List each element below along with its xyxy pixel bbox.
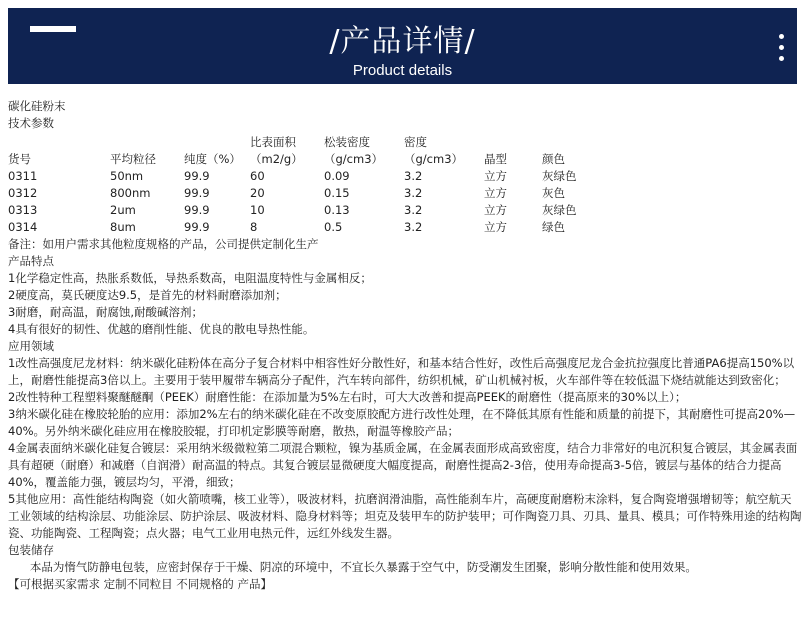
application-item: 4金属表面纳米碳化硅复合镀层：采用纳米级微粒第二项混合颗粒，镍为基质金属，在金属表面形成高致密度，结合力非常好的电沉积复合镀层，其金属表面具有超硬（耐磨）和减磨（自润滑）耐高温的特点。其复合镀层显微硬度大幅度提高，耐磨性提高2-3倍，使用寿命提高3-5倍，镀层与基体的结合力提高40%，覆盖能力强，镀层均匀，平滑，细致；: [8, 441, 798, 489]
col-header-crystal: 晶型: [484, 152, 507, 166]
spec-table-header: [8, 134, 602, 168]
cell-color: 灰绿色: [542, 203, 577, 217]
cell-density: 3.2: [404, 203, 423, 217]
cell-surface-area: 10: [250, 203, 265, 217]
spec-table: [8, 134, 602, 236]
table-row: [8, 202, 602, 219]
col-header-color: 颜色: [542, 152, 565, 166]
tech-params-title: 技术参数: [8, 116, 54, 130]
storage-title: 包装储存: [8, 543, 54, 557]
cell-sku: 0311: [8, 169, 38, 183]
storage-text: 本品为惰气防静电包装，应密封保存于干燥、阴凉的环境中，不宜长久暴露于空气中，防受潮发生团聚，影响分散性能和使用效果。: [8, 560, 697, 574]
cell-color: 灰绿色: [542, 169, 577, 183]
cell-crystal: 立方: [484, 220, 507, 234]
custom-note: 备注：如用户需求其他粒度规格的产品，公司提供定制化生产: [8, 237, 319, 251]
header-banner: [8, 8, 797, 84]
cell-bulk-density: 0.5: [324, 220, 343, 234]
col-header-bulk-density: 松装密度 （g/cm3）: [324, 135, 384, 166]
banner-subtitle: Product details: [352, 62, 453, 79]
col-header-surface-area: 比表面积 （m2/g）: [250, 135, 303, 166]
col-header-particle-size: 平均粒径: [110, 152, 156, 166]
cell-crystal: 立方: [484, 186, 507, 200]
cell-particle-size: 8um: [110, 220, 136, 234]
cell-crystal: 立方: [484, 203, 507, 217]
cell-bulk-density: 0.09: [324, 169, 350, 183]
cell-density: 3.2: [404, 186, 423, 200]
cell-density: 3.2: [404, 220, 423, 234]
features-title: 产品特点: [8, 254, 54, 268]
cell-particle-size: 2um: [110, 203, 136, 217]
application-item: 1改性高强度尼龙材料：纳米碳化硅粉体在高分子复合材料中相容性好分散性好，和基本结合性好，改性后高强度尼龙合金抗拉强度比普通PA6提高150%以上，耐磨性能提高3倍以上。主要用于装甲履带车辆高分子配件，汽车转向部件，纺织机械，矿山机械衬板，火车部件等在较低温下烧结就能达到致密化；: [8, 356, 795, 387]
cell-color: 灰色: [542, 186, 565, 200]
cell-purity: 99.9: [184, 169, 210, 183]
cell-purity: 99.9: [184, 220, 210, 234]
application-item: 5其他应用：高性能结构陶瓷（如火箭喷嘴，核工业等），吸波材料，抗磨润滑油脂，高性能刹车片，高硬度耐磨粉末涂料，复合陶瓷增强增韧等；航空航天工业领域的结构涂层、功能涂层、防护涂层、吸波材料、隐身材料等；坦克及装甲车的防护装甲；可作陶瓷刀具、刃具、量具、模具；可作特殊用途的结构陶瓷、功能陶瓷、工程陶瓷；点火器；电气工业用电热元件，远红外线发生器。: [8, 492, 802, 540]
cell-particle-size: 800nm: [110, 186, 151, 200]
cell-purity: 99.9: [184, 186, 210, 200]
cell-sku: 0313: [8, 203, 38, 217]
feature-item: 3耐磨，耐高温，耐腐蚀,耐酸碱溶剂；: [8, 305, 203, 319]
col-header-purity: 纯度（%）: [184, 152, 241, 166]
cell-crystal: 立方: [484, 169, 507, 183]
cell-bulk-density: 0.15: [324, 186, 350, 200]
table-row: [8, 168, 602, 185]
cell-color: 绿色: [542, 220, 565, 234]
table-row: [8, 185, 602, 202]
application-item: 3纳米碳化硅在橡胶轮胎的应用：添加2%左右的纳米碳化硅在不改变原胶配方进行改性处理，在不降低其原有性能和质量的前提下，其耐磨性可提高20%—40%。另外纳米碳化硅应用在橡胶胶辊，打印机定影膜等耐磨，散热，耐温等橡胶产品；: [8, 407, 796, 438]
col-header-sku: 货号: [8, 152, 31, 166]
feature-item: 4具有很好的韧性、优越的磨削性能、优良的散电导热性能。: [8, 322, 315, 336]
banner-title: /产品详情/: [329, 24, 476, 59]
cell-bulk-density: 0.13: [324, 203, 350, 217]
cell-surface-area: 20: [250, 186, 265, 200]
table-row: [8, 219, 602, 236]
applications-title: 应用领域: [8, 339, 54, 353]
cell-surface-area: 8: [250, 220, 258, 234]
cell-sku: 0314: [8, 220, 38, 234]
cell-sku: 0312: [8, 186, 38, 200]
cell-density: 3.2: [404, 169, 423, 183]
cell-particle-size: 50nm: [110, 169, 144, 183]
product-detail-content: [8, 98, 803, 593]
application-item: 2改性特种工程塑料聚醚醚酮（PEEK）耐磨性能：在添加量为5%左右时，可大大改善和提高PEEK的耐磨性（提高原来的30%以上）；: [8, 390, 687, 404]
feature-item: 2硬度高，莫氏硬度达9.5，是首先的材料耐磨添加剂；: [8, 288, 287, 302]
col-header-density: 密度 （g/cm3）: [404, 135, 464, 166]
product-name: 碳化硅粉末: [8, 99, 66, 113]
more-options-icon[interactable]: [779, 34, 787, 67]
footer-note: 【可根据买家需求 定制不同粒目 不同规格的 产品】: [8, 577, 272, 591]
cell-surface-area: 60: [250, 169, 265, 183]
cell-purity: 99.9: [184, 203, 210, 217]
feature-item: 1化学稳定性高，热胀系数低，导热系数高，电阻温度特性与金属相反；: [8, 271, 372, 285]
